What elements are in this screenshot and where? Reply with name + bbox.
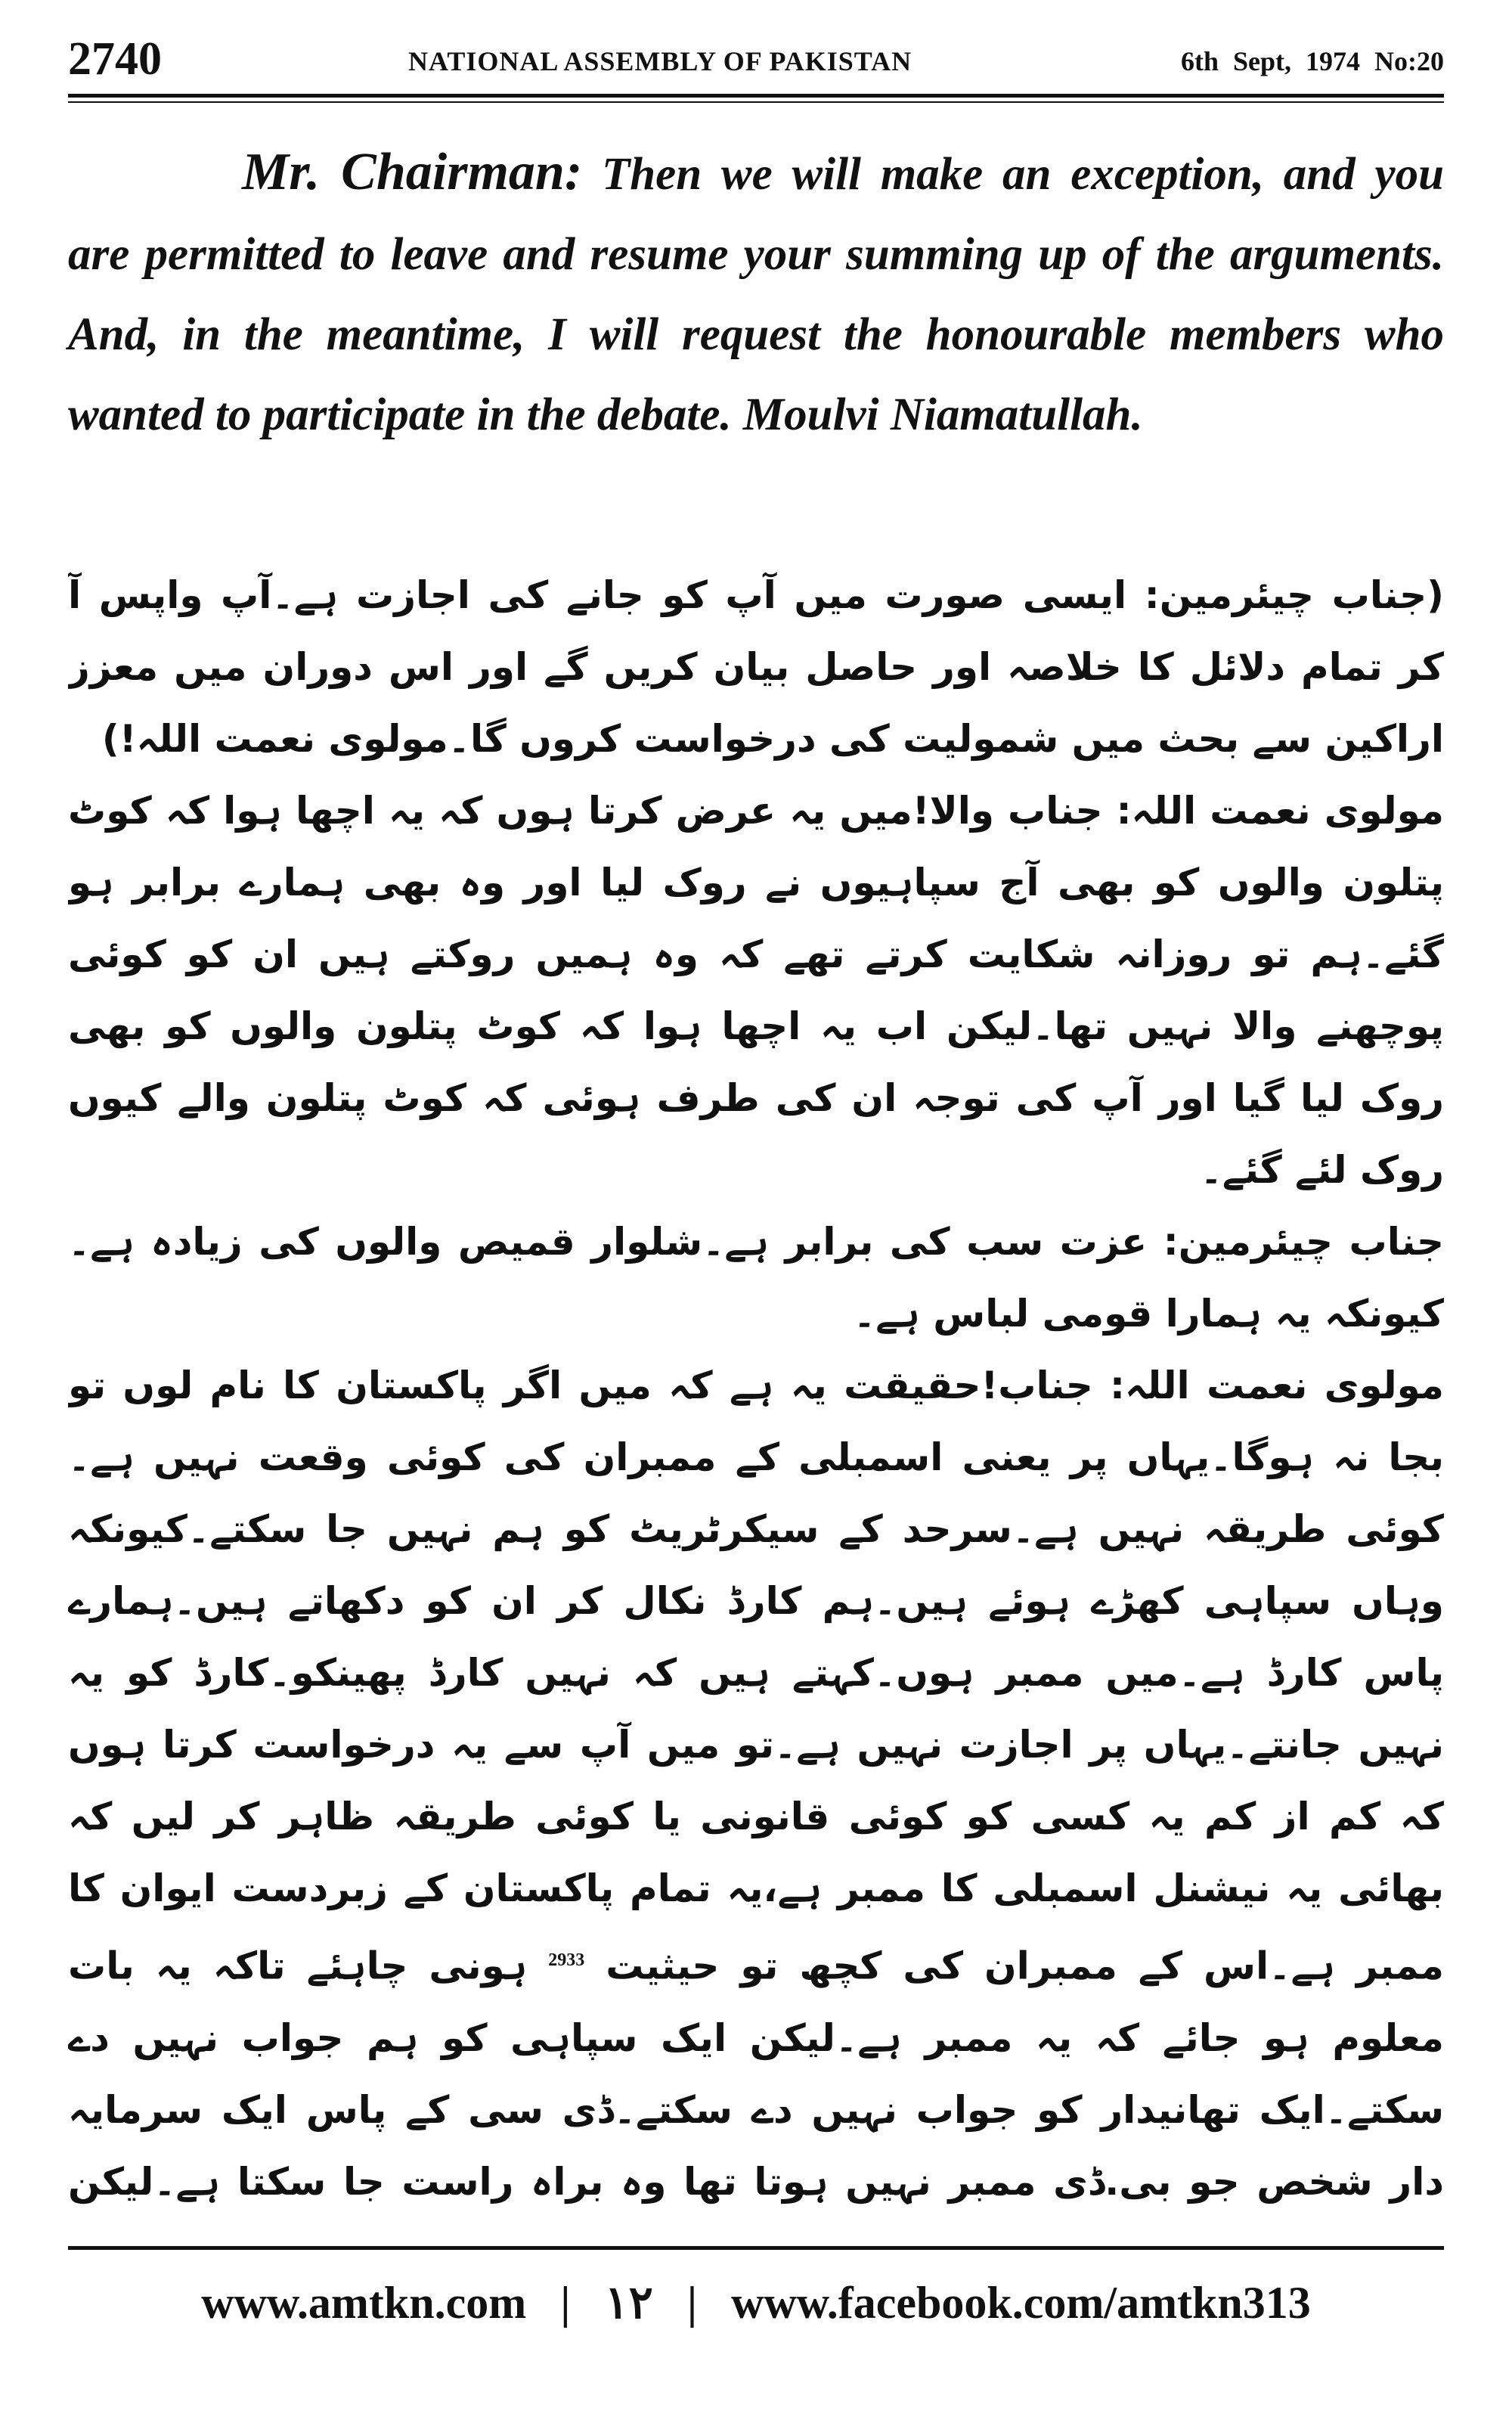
footer-page-number: ۱۲	[604, 2278, 653, 2328]
english-paragraph	[68, 132, 1444, 455]
urdu-speaker: مولوی نعمت اللہ:	[1110, 1364, 1444, 1407]
urdu-text: جناب!حقیقت یہ ہے کہ میں اگر پاکستان کا نام لوں تو بجا نہ ہوگا۔یہاں پر یعنی اسمبلی کے ممبران کی کوئی وقعت نہیں ہے۔کوئی طریقہ نہیں ہے۔سرحد کے سیکرٹریٹ کو ہم نہیں جا سکتے۔کیونکہ وہاں سپاہی کھڑے ہوئے ہیں۔ہم کارڈ نکال کر ان کو دکھاتے ہیں۔ہمارے پاس کارڈ ہے۔میں ممبر ہوں۔کہتے ہیں کہ نہیں کارڈ پھینکو۔کارڈ کو یہ نہیں جانتے۔یہاں پر اجازت نہیں ہے۔تو میں آپ سے یہ درخواست کرتا ہوں کہ کم از کم یہ کسی کو کوئی قانونی یا کوئی طریقہ ظاہر کر لیں کہ بھائی یہ نیشنل اسمبلی کا ممبر ہے،یہ تمام پاکستان کے زبردست ایوان کا ممبر ہے۔اس کے ممبران کی کچھ تو حیثیت	[68, 1364, 1444, 1988]
header-rule	[68, 94, 1444, 98]
footer-rule	[68, 2246, 1444, 2250]
footer-separator: |	[560, 2278, 571, 2328]
urdu-paragraph	[68, 1206, 1444, 1350]
page-footer	[68, 2269, 1444, 2337]
urdu-text: جناب والا!میں یہ عرض کرتا ہوں کہ یہ اچھا ہوا کہ کوٹ پتلون والوں کو بھی آج سپاہیوں نے روک لیا اور وہ بھی ہمارے برابر ہو گئے۔ہم تو روزانہ شکایت کرتے تھے کہ وہ ہمیں روکتے ہیں ان کو کوئی پوچھنے والا نہیں تھا۔لیکن اب یہ اچھا ہوا کہ کوٹ پتلون والوں کو بھی روک لیا گیا اور آپ کی توجہ ان کی طرف ہوئی کہ کوٹ پتلون والے کیوں روک لئے گئے۔	[68, 789, 1444, 1192]
issue-number: No:20	[1374, 46, 1444, 76]
publication-title: NATIONAL ASSEMBLY OF PAKISTAN	[408, 46, 912, 76]
facebook-link[interactable]: www.facebook.com/amtkn313	[731, 2278, 1311, 2328]
website-link[interactable]: www.amtkn.com	[201, 2278, 527, 2328]
english-speaker: Mr. Chairman:	[242, 143, 583, 201]
issue-date	[1181, 45, 1444, 77]
footnote-marker: 2933	[548, 1950, 585, 1970]
urdu-paragraph	[68, 775, 1444, 1206]
urdu-speaker: (جناب چیئرمین:	[1144, 573, 1444, 617]
urdu-text: ایسی صورت میں آپ کو جانے کی اجازت ہے۔آپ واپس آ کر تمام دلائل کا خلاصہ اور حاصل بیان کریں گے اور اس دوران میں معزز اراکین سے بحث میں شمولیت کی درخواست کروں گا۔مولوی نعمت اللہ!)	[68, 573, 1444, 761]
urdu-speaker: جناب چیئرمین:	[1163, 1220, 1444, 1264]
urdu-speaker: مولوی نعمت اللہ:	[1116, 789, 1444, 833]
page-number: 2740	[68, 33, 162, 85]
urdu-text: عزت سب کی برابر ہے۔شلوار قمیص والوں کی زیادہ ہے۔کیونکہ یہ ہمارا قومی لباس ہے۔	[68, 1220, 1444, 1336]
urdu-text-cont: ہونی چاہئے تاکہ یہ بات معلوم ہو جائے کہ یہ ممبر ہے۔لیکن ایک سپاہی کو ہم جواب نہیں دے سکتے۔ایک تھانیدار کو جواب نہیں دے سکتے۔ڈی سی کے پاس ایک سرمایہ دار شخص جو بی.ڈی ممبر نہیں ہوتا تھا وہ براہ راست جا سکتا ہے۔لیکن	[68, 1944, 1444, 2204]
footer-separator: |	[686, 2278, 698, 2328]
page-header	[68, 29, 1444, 89]
header-rule-thin	[68, 101, 1444, 103]
urdu-transcript	[68, 560, 1444, 2216]
english-text: Then we will make an exception, and you are permitted to leave and resume your summing up of the arguments. And, in the meantime, I will request the honourable members who wanted to participate in the debate. Moulvi Niamatullah.	[68, 149, 1445, 440]
urdu-paragraph	[68, 560, 1444, 775]
date-text: 6th Sept, 1974	[1180, 46, 1360, 76]
urdu-paragraph	[68, 1350, 1444, 2216]
